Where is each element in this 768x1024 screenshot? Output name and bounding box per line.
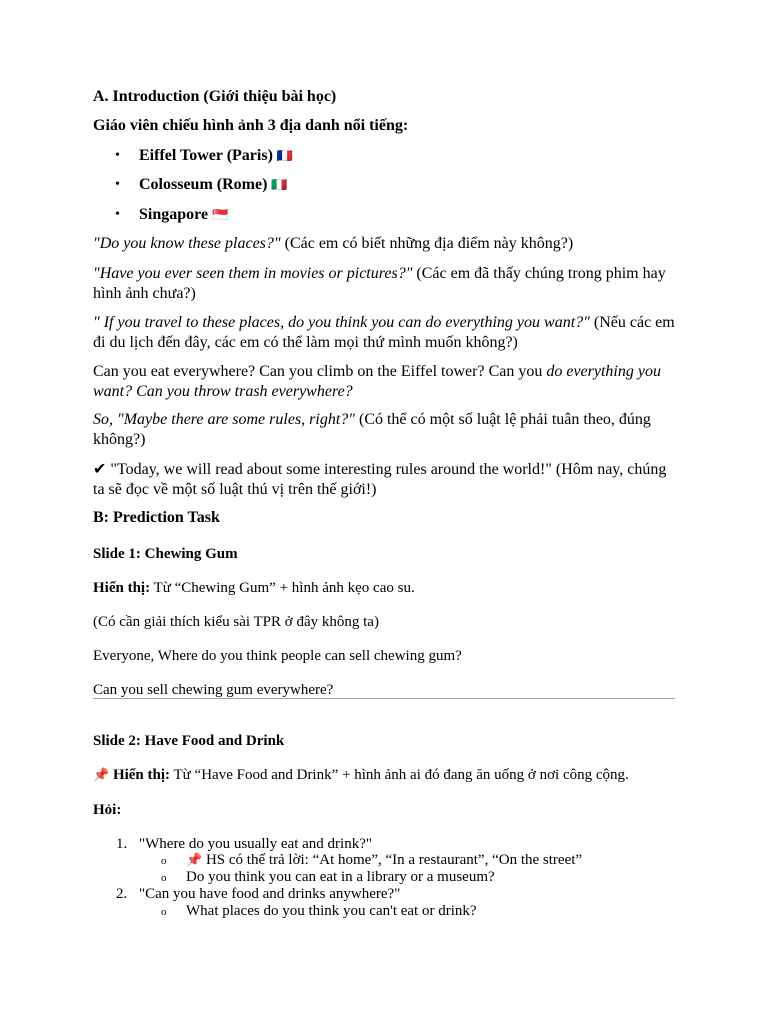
bullet-icon: •: [115, 148, 120, 163]
list-item: Singapore 🇸🇬: [139, 205, 228, 226]
france-flag-icon: 🇫🇷: [276, 149, 294, 164]
list-number: 2.: [116, 886, 128, 902]
slide1-question-1: Everyone, Where do you think people can sell chewing gum?: [93, 648, 462, 664]
intro-lead: Giáo viên chiếu hình ảnh 3 địa danh nổi tiếng:: [93, 117, 409, 134]
list-number: 1.: [116, 836, 128, 852]
question-5: So, "Maybe there are some rules, right?" (Có thể có một số luật lệ phải tuân theo, đúng không?): [93, 411, 651, 448]
sub-bullet-icon: o: [161, 855, 167, 867]
ask-label: Hỏi:: [93, 802, 122, 818]
list-item: "Where do you usually eat and drink?": [139, 836, 373, 852]
singapore-flag-icon: 🇸🇬: [212, 208, 229, 223]
bullet-icon: •: [115, 177, 120, 192]
slide2-show: 📌 Hiển thị: Từ “Have Food and Drink” + hình ảnh ai đó đang ăn uống ở nơi công cộng.: [93, 767, 629, 783]
slide1-question-2: Can you sell chewing gum everywhere?: [93, 682, 334, 698]
divider: [93, 698, 675, 699]
list-item: Colosseum (Rome) 🇮🇹: [139, 175, 288, 196]
sub-list-item: What places do you think you can't eat or drink?: [186, 903, 477, 919]
slide1-show: Hiển thị: Từ “Chewing Gum” + hình ảnh kẹo cao su.: [93, 580, 415, 596]
slide2-title: Slide 2: Have Food and Drink: [93, 733, 285, 749]
slide1-note: (Có cần giải thích kiểu sài TPR ở đây không ta): [93, 614, 379, 630]
list-item: Eiffel Tower (Paris) 🇫🇷: [139, 146, 293, 167]
intro-heading: A. Introduction (Giới thiệu bài học): [93, 88, 337, 105]
question-2: "Have you ever seen them in movies or pictures?" (Các em đã thấy chúng trong phim hay hình ảnh chưa?): [93, 265, 666, 302]
sub-bullet-icon: o: [161, 906, 167, 918]
question-4: Can you eat everywhere? Can you climb on the Eiffel tower? Can you do everything you want? Can you throw trash everywhere?: [93, 363, 661, 400]
prediction-heading: B: Prediction Task: [93, 509, 220, 526]
checkmark-icon: ✔: [93, 461, 107, 478]
pin-icon: 📌: [93, 768, 110, 783]
sub-list-item: Do you think you can eat in a library or a museum?: [186, 869, 495, 885]
list-item: "Can you have food and drinks anywhere?": [139, 886, 401, 902]
sub-list-item: 📌 HS có thể trả lời: “At home”, “In a restaurant”, “On the street”: [186, 852, 583, 868]
slide1-title: Slide 1: Chewing Gum: [93, 546, 238, 562]
pin-icon: 📌: [186, 853, 203, 868]
sub-bullet-icon: o: [161, 872, 167, 884]
question-1: "Do you know these places?" (Các em có biết những địa điểm này không?): [93, 235, 574, 252]
question-3: " If you travel to these places, do you think you can do everything you want?" (Nếu các em đi du lịch đến đây, các em có thể làm mọi thứ mình muốn không?): [93, 314, 675, 351]
closing-statement: ✔ "Today, we will read about some interesting rules around the world!" (Hôm nay, chúng ta sẽ đọc về một số luật thú vị trên thế giới!): [93, 461, 667, 498]
italy-flag-icon: 🇮🇹: [271, 178, 288, 193]
bullet-icon: •: [115, 207, 120, 222]
